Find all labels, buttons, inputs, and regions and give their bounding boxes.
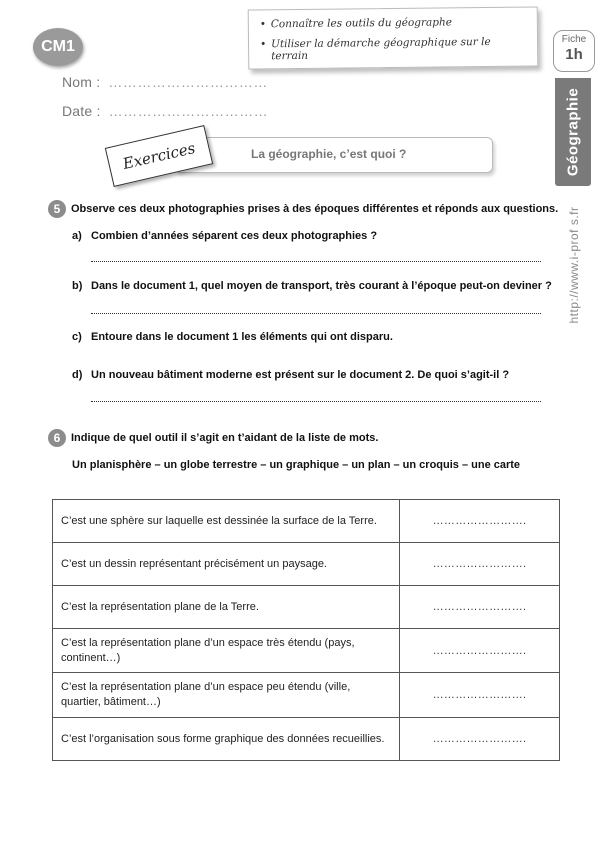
question-text: Un nouveau bâtiment moderne est présent sur le document 2. De quoi s’agit-il ? <box>91 369 510 381</box>
fiche-number: 1h <box>565 46 583 63</box>
question-d <box>72 369 509 381</box>
table-row <box>53 718 560 761</box>
answer-cell[interactable]: ……………………. <box>400 718 560 761</box>
question-letter: c) <box>72 331 82 343</box>
date-dots: …………………………… <box>108 103 269 119</box>
exercices-card: Exercices <box>105 125 213 187</box>
table-row <box>53 586 560 629</box>
answer-cell[interactable]: ……………………. <box>400 673 560 718</box>
question-c <box>72 331 393 343</box>
date-field[interactable] <box>62 103 268 119</box>
answer-cell[interactable]: ……………………. <box>400 543 560 586</box>
answer-line-d[interactable] <box>91 401 541 402</box>
question-text: Dans le document 1, quel moyen de transport, très courant à l’époque peut-on deviner ? <box>91 280 552 292</box>
exercise6-instruction: Indique de quel outil il s’agit en t’aidant de la liste de mots. <box>71 432 379 444</box>
page-title: La géographie, c’est quoi ? <box>251 147 407 161</box>
question-letter: d) <box>72 369 83 381</box>
fiche-box <box>553 30 595 72</box>
answer-line-b[interactable] <box>91 313 541 314</box>
objective-item: • Connaître les outils du géographe <box>271 16 529 31</box>
description-cell: C’est la représentation plane d’un espace très étendu (pays, continent…) <box>53 629 400 673</box>
site-url: http://www.i-prof s.fr <box>567 206 581 324</box>
description-cell: C’est la représentation plane de la Terre. <box>53 586 400 629</box>
answer-cell[interactable]: ……………………. <box>400 629 560 673</box>
name-field[interactable] <box>62 74 268 90</box>
question-text: Combien d’années séparent ces deux photographies ? <box>91 230 378 242</box>
tools-table <box>52 499 560 761</box>
objective-item: • Utiliser la démarche géographique sur le terrain <box>271 36 529 63</box>
description-cell: C’est la représentation plane d’un espace peu étendu (ville, quartier, bâtiment…) <box>53 673 400 718</box>
subject-tab <box>555 78 591 186</box>
exercise-number-badge: 5 <box>48 200 66 218</box>
question-letter: b) <box>72 280 83 292</box>
description-cell: C’est l’organisation sous forme graphique des données recueillies. <box>53 718 400 761</box>
objectives-note <box>248 6 539 69</box>
exercise5-instruction: Observe ces deux photographies prises à des époques différentes et réponds aux questions. <box>71 203 559 215</box>
description-cell: C’est une sphère sur laquelle est dessinée la surface de la Terre. <box>53 500 400 543</box>
fiche-label: Fiche <box>561 34 587 45</box>
subject-label: Géographie <box>564 87 582 177</box>
title-bar <box>175 137 493 173</box>
question-letter: a) <box>72 230 82 242</box>
answer-cell[interactable]: ……………………. <box>400 500 560 543</box>
table-row <box>53 629 560 673</box>
question-a <box>72 230 377 242</box>
question-text: Entoure dans le document 1 les éléments qui ont disparu. <box>91 331 393 343</box>
description-cell: C’est un dessin représentant précisément un paysage. <box>53 543 400 586</box>
question-b <box>72 280 552 292</box>
answer-cell[interactable]: ……………………. <box>400 586 560 629</box>
exercise-number-badge: 6 <box>48 429 66 447</box>
name-dots: …………………………… <box>108 74 268 90</box>
word-list: Un planisphère – un globe terrestre – un graphique – un plan – un croquis – une carte <box>72 459 521 471</box>
answer-line-a[interactable] <box>91 261 541 262</box>
table-row <box>53 500 560 543</box>
table-row <box>53 673 560 718</box>
level-badge: CM1 <box>33 28 83 66</box>
date-label: Date : <box>62 103 101 119</box>
table-row <box>53 543 560 586</box>
name-label: Nom : <box>62 74 101 90</box>
